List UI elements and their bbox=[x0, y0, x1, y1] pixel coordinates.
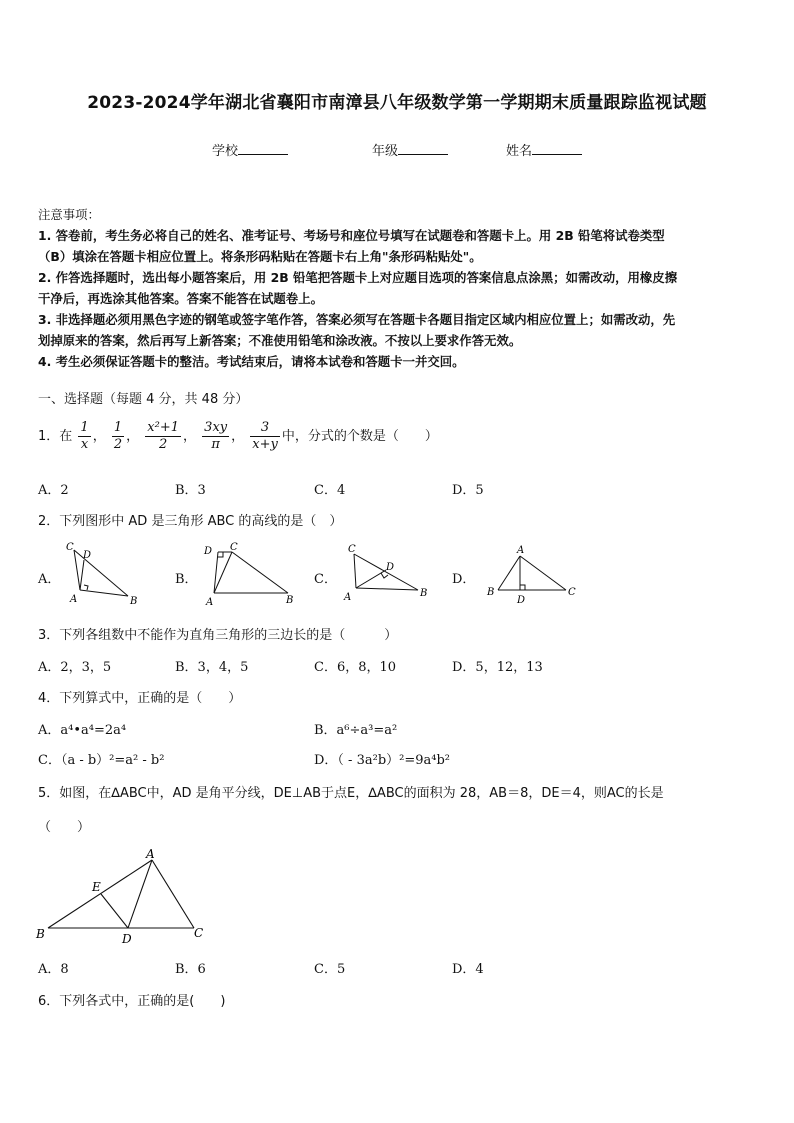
fraction: $\frac{3xy}{\pi}$ bbox=[204, 420, 228, 452]
label-b: B bbox=[487, 587, 495, 598]
notes-line: 3. 非选择题必须用黑色字迹的钢笔或签字笔作答，答案必须写在答题卡各题目指定区域内相应位置上；如需改动，先 bbox=[38, 312, 676, 327]
grade-blank[interactable] bbox=[398, 142, 448, 155]
name-blank[interactable] bbox=[532, 142, 582, 155]
question-4: 4．下列算式中，正确的是（ ） bbox=[38, 691, 242, 706]
q5-figure bbox=[30, 842, 220, 950]
notes-line: 2. 作答选择题时，选出每小题答案后，用 2B 铅笔把答题卡上对应题目选项的答案信息点涂黑；如需改动，用橡皮擦 bbox=[38, 270, 678, 285]
q4-option-c[interactable]: C．（a - b）²=a² - b² bbox=[38, 753, 165, 768]
label-c: C bbox=[568, 587, 576, 598]
q4-option-b[interactable]: B．a⁶÷a³=a² bbox=[314, 723, 398, 738]
q2-figure-c bbox=[338, 538, 438, 610]
q2-figure-d bbox=[482, 540, 582, 612]
label-c: C bbox=[348, 544, 356, 555]
question-5: 5．如图，在∆ABC中，AD 是角平分线，DE⊥AB于点E，∆ABC的面积为 28，AB＝8，DE＝4，则AC的长是 bbox=[38, 786, 664, 801]
fraction: $\frac{1}{x}$ bbox=[80, 420, 89, 452]
fraction: $\frac{1}{2}$ bbox=[113, 420, 123, 452]
q2-option-a[interactable]: A． bbox=[38, 572, 61, 587]
fraction: $\frac{\text{x²+1}}{2}$ bbox=[147, 420, 180, 452]
q3-option-d[interactable]: D．5，12，13 bbox=[452, 660, 543, 675]
q2-figure-a bbox=[60, 538, 150, 610]
label-d: D bbox=[517, 595, 526, 606]
label-a: A bbox=[146, 847, 155, 861]
q1-option-b[interactable]: B．3 bbox=[175, 483, 206, 498]
fraction: $\frac{3}{x+y}$ bbox=[252, 420, 278, 452]
label-a: A bbox=[517, 545, 525, 556]
question-6: 6．下列各式中，正确的是( ) bbox=[38, 994, 226, 1009]
name-label: 姓名 bbox=[506, 144, 533, 159]
notes-line: 划掉原来的答案，然后再写上新答案；不准使用铅笔和涂改液。不按以上要求作答无效。 bbox=[38, 333, 522, 348]
label-c: C bbox=[194, 926, 204, 940]
notes-line: （B）填涂在答题卡相应位置上。将条形码粘贴在答题卡右上角"条形码粘贴处"。 bbox=[38, 249, 482, 264]
label-a: A bbox=[206, 597, 214, 608]
separator: ， bbox=[183, 429, 197, 444]
question-5-bracket: （ ） bbox=[38, 820, 91, 835]
question-2: 2．下列图形中 AD 是三角形 ABC 的高线的是（ ） bbox=[38, 514, 343, 529]
label-d: D bbox=[386, 562, 395, 573]
q1-suffix: 中，分式的个数是（ ） bbox=[281, 429, 438, 444]
separator: ， bbox=[92, 429, 106, 444]
label-c: C bbox=[66, 542, 74, 553]
q3-option-b[interactable]: B．3，4，5 bbox=[175, 660, 249, 675]
separator: ， bbox=[126, 429, 140, 444]
q4-option-d[interactable]: D．（ - 3a²b）²=9a⁴b² bbox=[314, 753, 451, 768]
q3-option-c[interactable]: C．6，8，10 bbox=[314, 660, 397, 675]
page-title: 2023-2024学年湖北省襄阳市南漳县八年级数学第一学期期末质量跟踪监视试题 bbox=[87, 93, 707, 113]
q2-option-b[interactable]: B． bbox=[175, 572, 198, 587]
separator: ， bbox=[231, 429, 245, 444]
label-d: D bbox=[83, 550, 92, 561]
q2-option-c[interactable]: C． bbox=[314, 572, 337, 587]
notes-line: 1. 答卷前，考生务必将自己的姓名、准考证号、考场号和座位号填写在试题卷和答题卡上。用 2B 铅笔将试卷类型 bbox=[38, 228, 665, 243]
grade-field bbox=[372, 140, 448, 159]
label-c: C bbox=[230, 542, 238, 553]
q5-option-a[interactable]: A．8 bbox=[38, 962, 69, 977]
q5-option-d[interactable]: D．4 bbox=[452, 962, 484, 977]
label-b: B bbox=[420, 588, 428, 599]
q5-option-b[interactable]: B．6 bbox=[175, 962, 206, 977]
q1-option-c[interactable]: C．4 bbox=[314, 483, 346, 498]
q1-prefix: 1．在 bbox=[38, 429, 73, 444]
label-b: B bbox=[130, 596, 138, 607]
notes-block bbox=[38, 204, 758, 372]
label-b: B bbox=[286, 595, 294, 606]
label-d: D bbox=[204, 546, 213, 557]
section-heading: 一、选择题（每题 4 分，共 48 分） bbox=[38, 392, 249, 407]
question-3: 3．下列各组数中不能作为直角三角形的三边长的是（ ） bbox=[38, 628, 398, 643]
name-field bbox=[506, 140, 582, 159]
notes-line: 干净后，再选涂其他答案。答案不能答在试题卷上。 bbox=[38, 291, 323, 306]
notes-line: 4. 考生必须保证答题卡的整洁。考试结束后，请将本试卷和答题卡一并交回。 bbox=[38, 354, 465, 369]
notes-heading: 注意事项： bbox=[38, 207, 100, 222]
label-a: A bbox=[70, 594, 78, 605]
label-d: D bbox=[122, 932, 132, 946]
school-field bbox=[212, 140, 288, 159]
label-b: B bbox=[36, 927, 45, 941]
q5-option-c[interactable]: C．5 bbox=[314, 962, 346, 977]
school-label: 学校 bbox=[212, 144, 239, 159]
label-a: A bbox=[344, 592, 352, 603]
school-blank[interactable] bbox=[238, 142, 288, 155]
q2-option-d[interactable]: D． bbox=[452, 572, 476, 587]
label-e: E bbox=[92, 880, 101, 894]
q4-option-a[interactable]: A．a⁴•a⁴=2a⁴ bbox=[38, 723, 127, 738]
q3-option-a[interactable]: A．2，3，5 bbox=[38, 660, 112, 675]
question-1 bbox=[38, 420, 438, 453]
q1-option-a[interactable]: A．2 bbox=[38, 483, 69, 498]
q2-figure-b bbox=[200, 538, 300, 610]
grade-label: 年级 bbox=[372, 144, 399, 159]
q1-option-d[interactable]: D．5 bbox=[452, 483, 484, 498]
